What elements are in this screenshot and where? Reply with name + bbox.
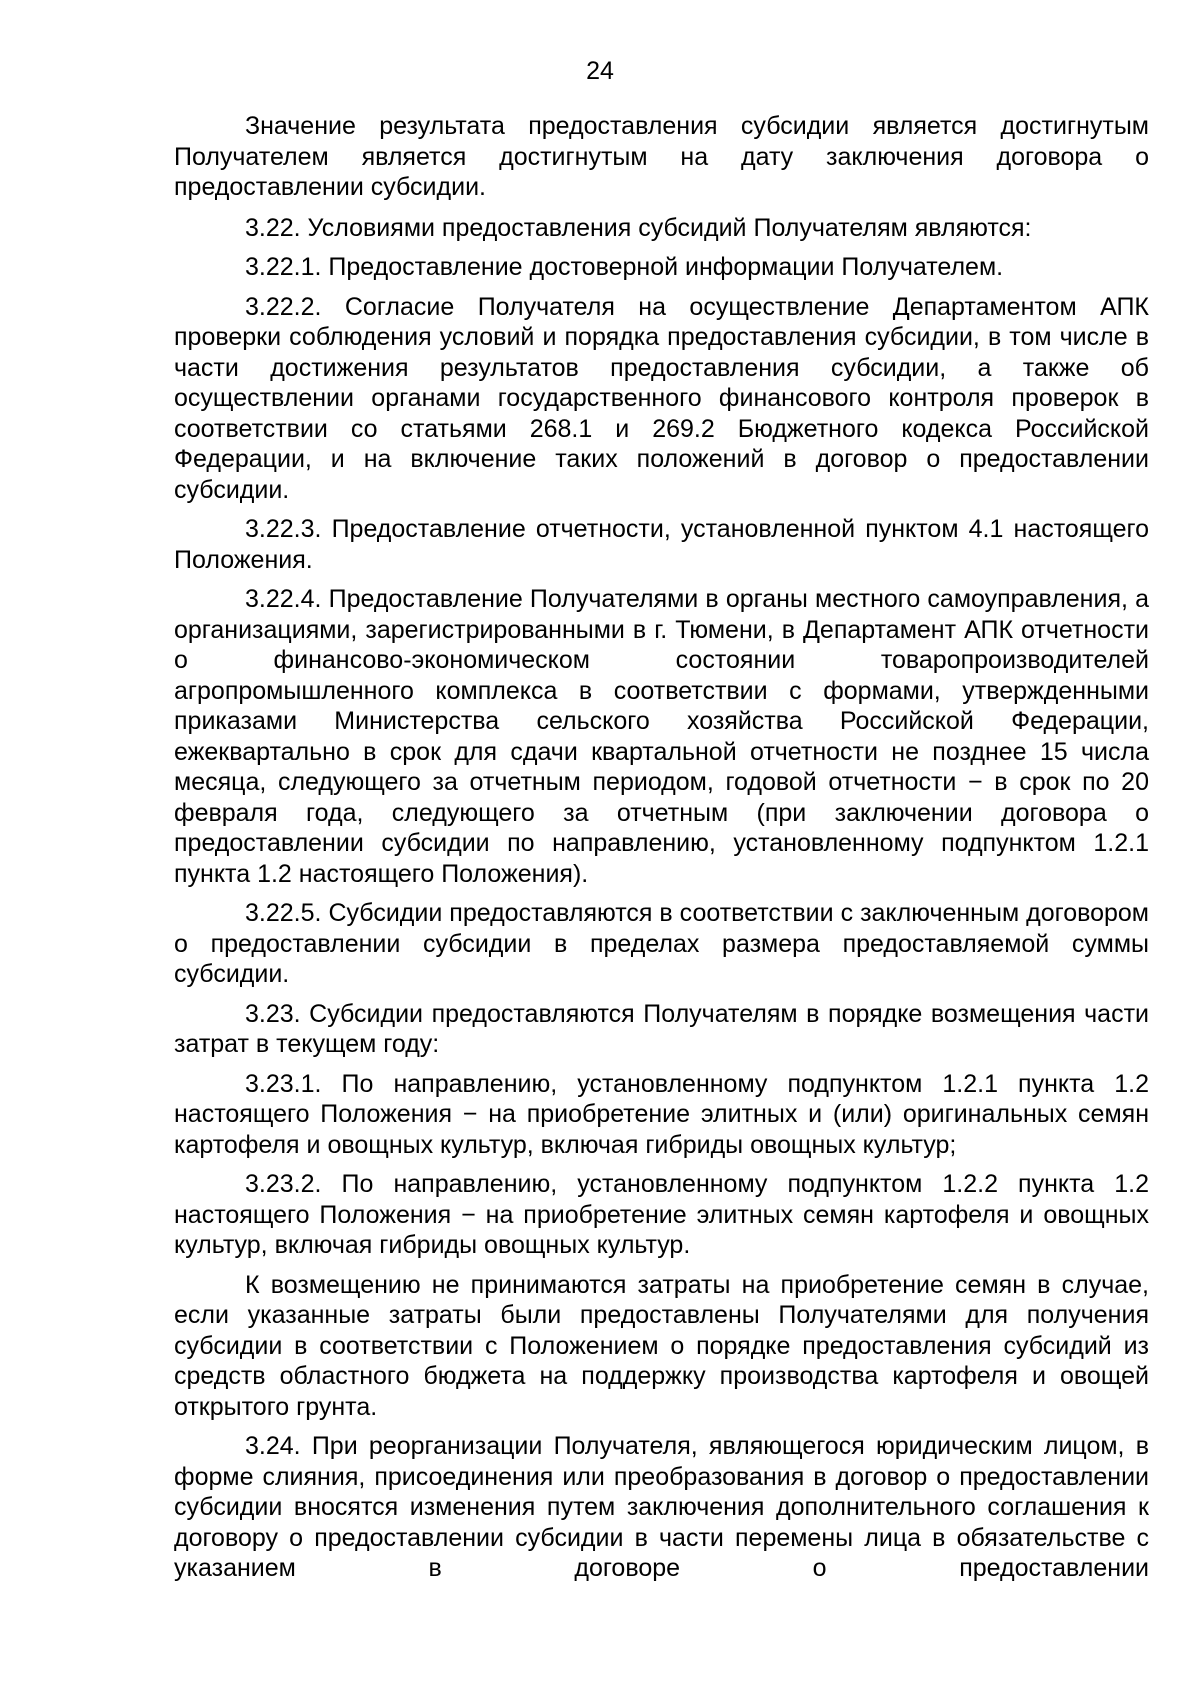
document-body: [174, 111, 1149, 1584]
paragraph-3-22-4: 3.22.4. Предоставление Получателями в органы местного самоуправления, а организациями, зарегистрированными в г. Тюмени, в Департамент АПК отчетности о финансово-экономическом состоянии товаропроизводителей агропромышленного комплекса в соответствии с формами, утвержденными приказами Министерства сельского хозяйства Российской Федерации, ежеквартально в срок для сдачи квартальной отчетности не позднее 15 числа месяца, следующего за отчетным периодом, годовой отчетности − в срок по 20 февраля года, следующего за отчетным (при заключении договора о предоставлении субсидии по направлению, установленному подпунктом 1.2.1 пункта 1.2 настоящего Положения).: [174, 585, 1149, 888]
paragraph-3-22-1: 3.22.1. Предоставление достоверной информации Получателем.: [245, 253, 1004, 281]
paragraph-3-23: 3.23. Субсидии предоставляются Получателям в порядке возмещения части затрат в текущем году:: [174, 999, 1149, 1058]
paragraph-3-24: 3.24. При реорганизации Получателя, являющегося юридическим лицом, в форме слияния, присоединения или преобразования в договор о предоставлении субсидии вносятся изменения путем заключения дополнительного соглашения к договору о предоставлении субсидии в части перемены лица в обязательстве с указанием в договоре о предоставлении: [174, 1432, 1149, 1582]
page-number: 24: [586, 57, 614, 85]
paragraph-3-22: 3.22. Условиями предоставления субсидий Получателям являются:: [245, 213, 1032, 242]
paragraph-result-achieved: Значение результата предоставления субсидии является достигнутым Получателем является достигнутым на дату заключения договора о предоставлении субсидии.: [174, 112, 1149, 201]
paragraph-3-23-2: 3.23.2. По направлению, установленному подпунктом 1.2.2 пункта 1.2 настоящего Положения − на приобретение элитных семян картофеля и овощных культур, включая гибриды овощных культур.: [174, 1170, 1149, 1259]
paragraph-3-22-2: 3.22.2. Согласие Получателя на осуществление Департаментом АПК проверки соблюдения условий и порядка предоставления субсидии, в том числе в части достижения результатов предоставления субсидии, а также об осуществлении органами государственного финансового контроля проверок в соответствии со статьями 268.1 и 269.2 Бюджетного кодекса Российской Федерации, и на включение таких положений в договор о предоставлении субсидии.: [174, 292, 1149, 504]
paragraph-3-22-3: 3.22.3. Предоставление отчетности, установленной пунктом 4.1 настоящего Положения.: [174, 515, 1149, 574]
paragraph-3-22-5: 3.22.5. Субсидии предоставляются в соответствии с заключенным договором о предоставлении субсидии в пределах размера предоставляемой суммы субсидии.: [174, 899, 1149, 988]
paragraph-3-23-1: 3.23.1. По направлению, установленному подпунктом 1.2.1 пункта 1.2 настоящего Положения − на приобретение элитных и (или) оригинальных семян картофеля и овощных культур, включая гибриды овощных культур;: [174, 1069, 1149, 1159]
paragraph-exclusion: К возмещению не принимаются затраты на приобретение семян в случае, если указанные затраты были предоставлены Получателями для получения субсидии в соответствии с Положением о порядке предоставления субсидий из средств областного бюджета на поддержку производства картофеля и овощей открытого грунта.: [174, 1270, 1149, 1421]
